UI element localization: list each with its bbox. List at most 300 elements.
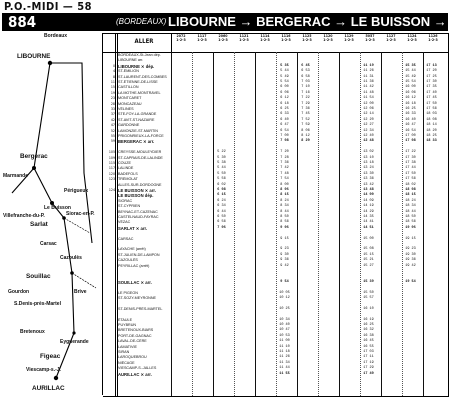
km-value: 123 [108, 177, 115, 182]
time-cell: 15 15 [363, 252, 374, 257]
train-number [236, 34, 252, 52]
time-cell: 7 08 [280, 139, 289, 144]
km-value: 47 [110, 123, 115, 128]
km-value: 52 [110, 128, 115, 133]
station-name: ÉTAULE [118, 317, 133, 322]
time-cell: 7 36 [280, 161, 289, 165]
station-name: SIRAN [118, 350, 130, 354]
km-value: 11 [110, 80, 115, 84]
train-class: 1-2-3 [344, 38, 354, 43]
map-label: Viescamp-s.-J. [26, 367, 61, 373]
time-cell: 13 48 [363, 188, 374, 192]
time-cell: 11 54 [363, 96, 374, 101]
time-cell: 16 47 [405, 123, 416, 128]
train-number-text: 1125 [302, 34, 312, 38]
time-cell: 17 11 [363, 355, 374, 360]
train-number-text: 2060 [218, 34, 228, 38]
time-cell: 17 56 [405, 177, 416, 182]
train-number-text: 1117 [197, 34, 207, 38]
time-cell: 14 29 [363, 209, 374, 214]
time-cell: 6 24 [217, 198, 226, 203]
map-label: Villefranche-du-P. [3, 213, 45, 219]
time-cell: 15 57 [363, 296, 374, 300]
time-cell: 17 44 [405, 166, 416, 171]
time-cell: 6 50 [217, 215, 226, 219]
time-cell: 11 55 [279, 371, 290, 376]
km-value: 8 [112, 74, 115, 79]
time-cell: 18 20 [426, 128, 437, 133]
train-class: 1-2-3 [218, 38, 228, 43]
time-cell: 15 49 [405, 74, 416, 79]
route-title: LIBOURNE → BERGERAC → LE BUISSON → [168, 14, 447, 29]
time-cell: 11 44 [279, 366, 290, 371]
station-name: AURILLAC ✕ arr. [118, 371, 152, 377]
table-number: 884 [8, 13, 37, 31]
time-cell: 7 06 [217, 225, 226, 230]
time-cell: 18 15 [405, 193, 416, 198]
train-number [383, 34, 399, 52]
station-name: BEYNAC-ET-CAZENAC [118, 209, 158, 214]
map-label: Bergerac [20, 153, 48, 160]
train-class: 1-2-3 [176, 38, 186, 43]
map-label: Figeac [40, 353, 61, 360]
time-cell: 11 00 [279, 339, 290, 344]
time-cell: 9 23 [280, 247, 289, 252]
station-name: BADEFOLS [118, 171, 138, 176]
train-class: 1-2-3 [386, 38, 396, 43]
map-label: Périgueux [64, 188, 89, 194]
station-name: VÉLINES [118, 107, 134, 111]
time-cell: 16 38 [363, 333, 374, 338]
map-label: AURILLAC [32, 385, 65, 392]
train-number-text: 1116 [281, 34, 291, 38]
train-number-text: 1121 [239, 34, 249, 38]
time-cell: 11 48 [363, 90, 374, 95]
train-number [362, 34, 378, 52]
time-cell: 15 54 [405, 80, 416, 84]
time-cell: 7 42 [280, 166, 289, 171]
station-name: PEYRILLAC (arrêt) [118, 263, 150, 268]
time-cell: 14 41 [363, 220, 374, 225]
time-cell: 13 02 [363, 150, 374, 155]
train-number-text: 1114 [260, 34, 270, 38]
station-name: STE-FOY-LA-GRANDE [118, 112, 157, 117]
time-cell: 12 06 [363, 107, 374, 111]
time-cell: 18 44 [405, 209, 416, 214]
time-cell: 19 23 [405, 247, 416, 252]
time-cell: 9 30 [280, 252, 289, 257]
station-name: ST-AVIT-ST-NAZAIRE [118, 117, 155, 122]
time-cell: 7 48 [280, 171, 289, 176]
time-cell: 17 22 [405, 150, 416, 155]
station-name: SOUILLAC ✕ arr. [118, 279, 152, 285]
time-cell: 14 09 [363, 198, 374, 203]
time-cell: 6 33 [280, 112, 289, 117]
time-cell: 17 25 [426, 74, 437, 79]
map-label: Bretenoux [20, 329, 45, 335]
station-name: LAMONZIE-ST-MARTIN [118, 128, 158, 133]
station-name: LIBOURNE ✕ dép. [118, 63, 155, 69]
km-value: 59 [110, 139, 115, 144]
map-label: S.Denis-près-Martel [14, 301, 61, 307]
station-name: LAVAL-DE-CÈRE [118, 339, 147, 344]
time-cell: 11 31 [363, 74, 374, 79]
train-number [194, 34, 210, 52]
time-cell: 19 06 [405, 225, 416, 230]
km-value: 55 [110, 134, 115, 138]
station-name: ST-CAPRAIS-DE-LALINDE [118, 155, 163, 160]
time-cell: 5 54 [280, 80, 289, 84]
train-class: 1-2-3 [239, 38, 249, 43]
time-cell: 8 06 [280, 188, 289, 192]
time-cell: 19 42 [405, 263, 416, 268]
km-value: 124 [108, 188, 115, 192]
train-class: 1-2-3 [197, 38, 207, 43]
time-cell: 17 38 [405, 161, 416, 165]
station-name: ST-SOZY-MEYRONNE [118, 296, 156, 300]
time-cell: 8 00 [280, 182, 289, 187]
station-name: CREYSSE-MOULEYDIER [118, 150, 162, 155]
time-cell: 17 08 [405, 139, 416, 144]
time-cell: 12 40 [363, 134, 374, 138]
time-cell: 16 12 [405, 96, 416, 101]
station-name: COUZE [118, 161, 131, 165]
train-number [320, 34, 336, 52]
time-cell: 6 00 [280, 85, 289, 90]
map-label: Carsac [40, 241, 57, 247]
time-cell: 15 27 [363, 263, 374, 268]
time-cell: 17 35 [426, 85, 437, 90]
time-cell: 16 10 [363, 306, 374, 311]
station-name: ST-ÉTIENNE-DE-LISSE [118, 80, 158, 84]
time-cell: 16 19 [363, 317, 374, 322]
train-class: 1-2-3 [323, 38, 333, 43]
time-cell: 13 10 [363, 155, 374, 160]
time-cell: 11 19 [363, 63, 374, 68]
km-value: 37 [110, 112, 115, 117]
station-name: ST-JULIEN-DE-LAMPON [118, 252, 160, 257]
time-cell: 16 06 [405, 90, 416, 95]
time-cell: 14 35 [363, 215, 374, 219]
time-cell: 18 25 [426, 134, 437, 138]
km-value: 42 [110, 117, 115, 122]
time-cell: 6 45 [301, 63, 310, 68]
map-label: Gourdon [8, 289, 30, 295]
map-label: Siorac-en-P. [66, 211, 95, 217]
time-cell: 8 24 [280, 198, 289, 203]
time-cell: 8 06 [301, 128, 310, 133]
direction-label: ALLER [134, 38, 154, 45]
station-name: ST-LAURENT-DES-COMBES [118, 74, 167, 79]
station-name: TRÉMOLAT [118, 177, 138, 182]
time-cell: 6 54 [280, 128, 289, 133]
train-number-text: 1127 [386, 34, 396, 38]
time-cell: 6 40 [280, 117, 289, 122]
station-name: CARSAC [118, 236, 134, 241]
time-cell: 16 40 [405, 117, 416, 122]
station-name: ALLES-SUR-DORDOGNE [118, 182, 162, 187]
time-cell: 16 18 [405, 101, 416, 106]
time-cell: 15 35 [405, 63, 416, 68]
time-cell: 18 02 [405, 182, 416, 187]
time-cell: 7 28 [280, 155, 289, 160]
km-value: 4 [112, 69, 115, 74]
time-cell: 16 00 [405, 85, 416, 90]
km-value: 15 [110, 85, 115, 90]
time-cell: 6 44 [217, 209, 226, 214]
time-cell: 8 34 [280, 204, 289, 209]
time-cell: 6 47 [280, 123, 289, 128]
station-name: NIÉCAGE [118, 360, 135, 365]
time-cell: 8 56 [280, 220, 289, 225]
station-name: ST-CYPRIEN [118, 204, 141, 209]
time-cell: 11 18 [279, 350, 290, 354]
time-cell: 19 30 [405, 252, 416, 257]
time-cell: 16 25 [363, 323, 374, 327]
time-cell: 10 47 [279, 328, 290, 333]
km-value: 115 [108, 161, 115, 165]
time-cell: 17 40 [426, 90, 437, 95]
time-cell: 5 44 [217, 166, 226, 171]
station-name: LE PIGEON [118, 290, 138, 295]
time-cell: 17 30 [426, 80, 437, 84]
station-name: LAMATIVIE [118, 344, 137, 349]
time-cell: 17 13 [426, 63, 437, 68]
station-name: CAZOULÈS [118, 258, 138, 263]
station-name: BORDEAUX-St-Jean dép. [118, 53, 161, 57]
time-cell: 11 34 [279, 360, 290, 365]
time-cell: 17 30 [405, 155, 416, 160]
station-name: SIORAC [118, 198, 133, 203]
time-cell: 7 03 [301, 80, 310, 84]
time-cell: 9 42 [280, 263, 289, 268]
train-number-text: 2072 [176, 34, 186, 38]
train-number [425, 34, 441, 52]
station-name: LIBOURNE arr. [118, 58, 144, 63]
station-name: SARLAT ✕ arr. [118, 225, 148, 231]
station-name: CASTELNAUD-FAYRAC [118, 215, 159, 219]
km-value: 120 [108, 171, 115, 176]
train-class: 1-2-3 [428, 38, 438, 43]
time-cell: 9 36 [280, 258, 289, 263]
train-class: 1-2-3 [281, 38, 291, 43]
time-cell: 18 14 [426, 123, 437, 128]
time-cell: 5 44 [280, 69, 289, 74]
km-value: 0 [112, 63, 115, 68]
route-map [2, 33, 103, 395]
time-cell: 16 33 [405, 112, 416, 117]
station-name: LAYACHE (arrêt) [118, 247, 146, 252]
km-value: 117 [108, 166, 115, 171]
time-cell: 15 00 [363, 236, 374, 241]
time-cell: 17 00 [405, 134, 416, 138]
time-cell: 13 42 [363, 182, 374, 187]
time-cell: 12 20 [363, 117, 374, 122]
time-cell: 17 03 [363, 350, 374, 354]
train-number [404, 34, 420, 52]
station-name: BERGERAC ✕ arr. [118, 139, 155, 145]
train-number [278, 34, 294, 52]
km-value: 28 [110, 101, 115, 106]
time-cell: 8 15 [280, 193, 289, 198]
train-number-text: 1124 [407, 34, 417, 38]
time-cell: 6 08 [217, 188, 226, 192]
time-cell: 7 20 [280, 150, 289, 155]
time-cell: 10 25 [279, 306, 290, 311]
time-cell: 9 06 [280, 225, 289, 230]
time-cell: 15 08 [363, 247, 374, 252]
time-cell: 6 12 [280, 96, 289, 101]
time-cell: 17 50 [426, 101, 437, 106]
time-cell: 7 00 [280, 134, 289, 138]
time-cell: 7 52 [301, 117, 310, 122]
time-cell: 17 40 [363, 371, 374, 376]
time-cell: 18 50 [405, 215, 416, 219]
station-name: MONCAZEAU [118, 101, 142, 106]
map-label: Le Buisson [44, 205, 71, 211]
time-cell: 7 59 [301, 123, 310, 128]
time-cell: 7 16 [301, 90, 310, 95]
map-label: Eyguerande [60, 339, 89, 345]
station-name: MONTCARET [118, 96, 142, 101]
time-cell: 15 50 [363, 290, 374, 295]
time-cell: 5 30 [217, 155, 226, 160]
time-cell: 17 45 [426, 96, 437, 101]
time-cell: 14 51 [363, 225, 374, 230]
map-label: LIBOURNE [17, 53, 51, 60]
train-number [215, 34, 231, 52]
train-class: 1-2-3 [302, 38, 312, 43]
time-cell: 15 44 [405, 69, 416, 74]
time-cell: 8 50 [280, 215, 289, 219]
time-cell: 6 18 [280, 101, 289, 106]
time-cell: 6 53 [301, 69, 310, 74]
time-cell: 7 29 [301, 101, 310, 106]
time-cell: 19 15 [405, 236, 416, 241]
time-cell: 7 10 [301, 85, 310, 90]
time-cell: 9 54 [280, 279, 289, 284]
time-cell: 17 56 [426, 107, 437, 111]
time-cell: 17 20 [426, 69, 437, 74]
train-number [257, 34, 273, 52]
time-cell: 6 58 [301, 74, 310, 79]
time-cell: 13 24 [363, 166, 374, 171]
timetable [103, 33, 449, 397]
map-label: Brive [74, 289, 87, 295]
km-value: 23 [110, 96, 115, 101]
time-cell: 5 22 [217, 150, 226, 155]
station-name: PUYBRUN [118, 323, 137, 327]
time-cell: 6 06 [280, 90, 289, 95]
time-cell: 6 34 [217, 204, 226, 209]
train-class: 1-2-3 [407, 38, 417, 43]
time-cell: 18 08 [426, 117, 437, 122]
time-cell: 9 15 [280, 236, 289, 241]
time-cell: 10 12 [279, 296, 290, 300]
time-cell: 6 25 [280, 107, 289, 111]
time-cell: 6 56 [217, 220, 226, 225]
station-name: GARDONNE [118, 123, 140, 128]
time-cell: 5 49 [280, 74, 289, 79]
time-cell: 5 50 [217, 171, 226, 176]
station-name: ST-ÉMILION [118, 69, 139, 74]
time-cell: 10 53 [279, 333, 290, 338]
time-cell: 12 27 [363, 123, 374, 128]
station-name: ST-DENIS-PRÈS-MARTEL [118, 306, 163, 311]
map-label: Bordeaux [44, 33, 68, 39]
time-cell: 5 56 [217, 177, 226, 182]
station-name: LAROQUEBROU [118, 355, 147, 360]
time-cell: 11 26 [363, 69, 374, 74]
time-cell: 18 56 [405, 220, 416, 225]
time-cell: 16 32 [363, 328, 374, 333]
time-cell: 17 50 [405, 171, 416, 176]
time-cell: 11 42 [363, 85, 374, 90]
station-name: BRETENOUX-BIARS [118, 328, 154, 333]
time-cell: 12 14 [363, 112, 374, 117]
table-row [103, 372, 448, 377]
km-value: 19 [110, 90, 115, 95]
time-cell: 18 33 [426, 139, 437, 144]
time-cell: 16 25 [405, 107, 416, 111]
time-cell: 13 30 [363, 171, 374, 176]
station-name: VIESCAMP-S.-JALLES [118, 366, 157, 371]
time-cell: 7 22 [301, 96, 310, 101]
time-cell: 8 12 [301, 134, 310, 138]
title-bar [2, 13, 448, 31]
station-name: VÉZAC [118, 220, 131, 225]
time-cell: 17 19 [363, 360, 374, 365]
station-name: PRIGONRIEUX-LA-FORCE [118, 134, 164, 138]
map-label: Souillac [26, 273, 51, 280]
map-label: Sarlat [30, 221, 48, 228]
station-name: LE BUISSON dép. [118, 193, 154, 199]
time-cell: 7 45 [301, 112, 310, 117]
time-cell: 5 35 [280, 63, 289, 68]
time-cell: 18 24 [405, 198, 416, 203]
time-cell: 16 55 [363, 344, 374, 349]
time-cell: 8 20 [301, 139, 310, 144]
map-label: Cazoulès [60, 255, 82, 261]
time-cell: 11 10 [279, 344, 290, 349]
train-number-text: 1129 [344, 34, 354, 38]
time-cell: 12 00 [363, 101, 374, 106]
time-cell: 6 02 [217, 182, 226, 187]
train-number [173, 34, 189, 52]
train-class: 1-2-3 [365, 38, 375, 43]
station-name: LALINDE [118, 166, 134, 171]
train-number-text: 5057 [365, 34, 375, 38]
station-name: CASTILLON [118, 85, 139, 90]
time-cell: 8 44 [280, 209, 289, 214]
time-cell: 10 05 [279, 290, 290, 295]
train-number-text: 1120 [323, 34, 333, 38]
time-cell: 10 34 [279, 317, 290, 322]
time-cell: 7 36 [301, 107, 310, 111]
route-subtitle: (BORDEAUX) [116, 17, 167, 26]
km-value: 109 [108, 155, 115, 160]
station-name: LE BUISSON ✕ arr. [118, 188, 156, 193]
time-cell: 12 34 [363, 128, 374, 133]
time-cell: 18 34 [405, 204, 416, 209]
time-cell: 15 39 [363, 279, 374, 284]
train-number [299, 34, 315, 52]
time-cell: 16 45 [363, 339, 374, 344]
time-cell: 7 54 [280, 177, 289, 182]
km-value: 33 [110, 107, 115, 111]
station-name: LA MOTHE-MONTRAVEL [118, 90, 161, 95]
train-number [341, 34, 357, 52]
